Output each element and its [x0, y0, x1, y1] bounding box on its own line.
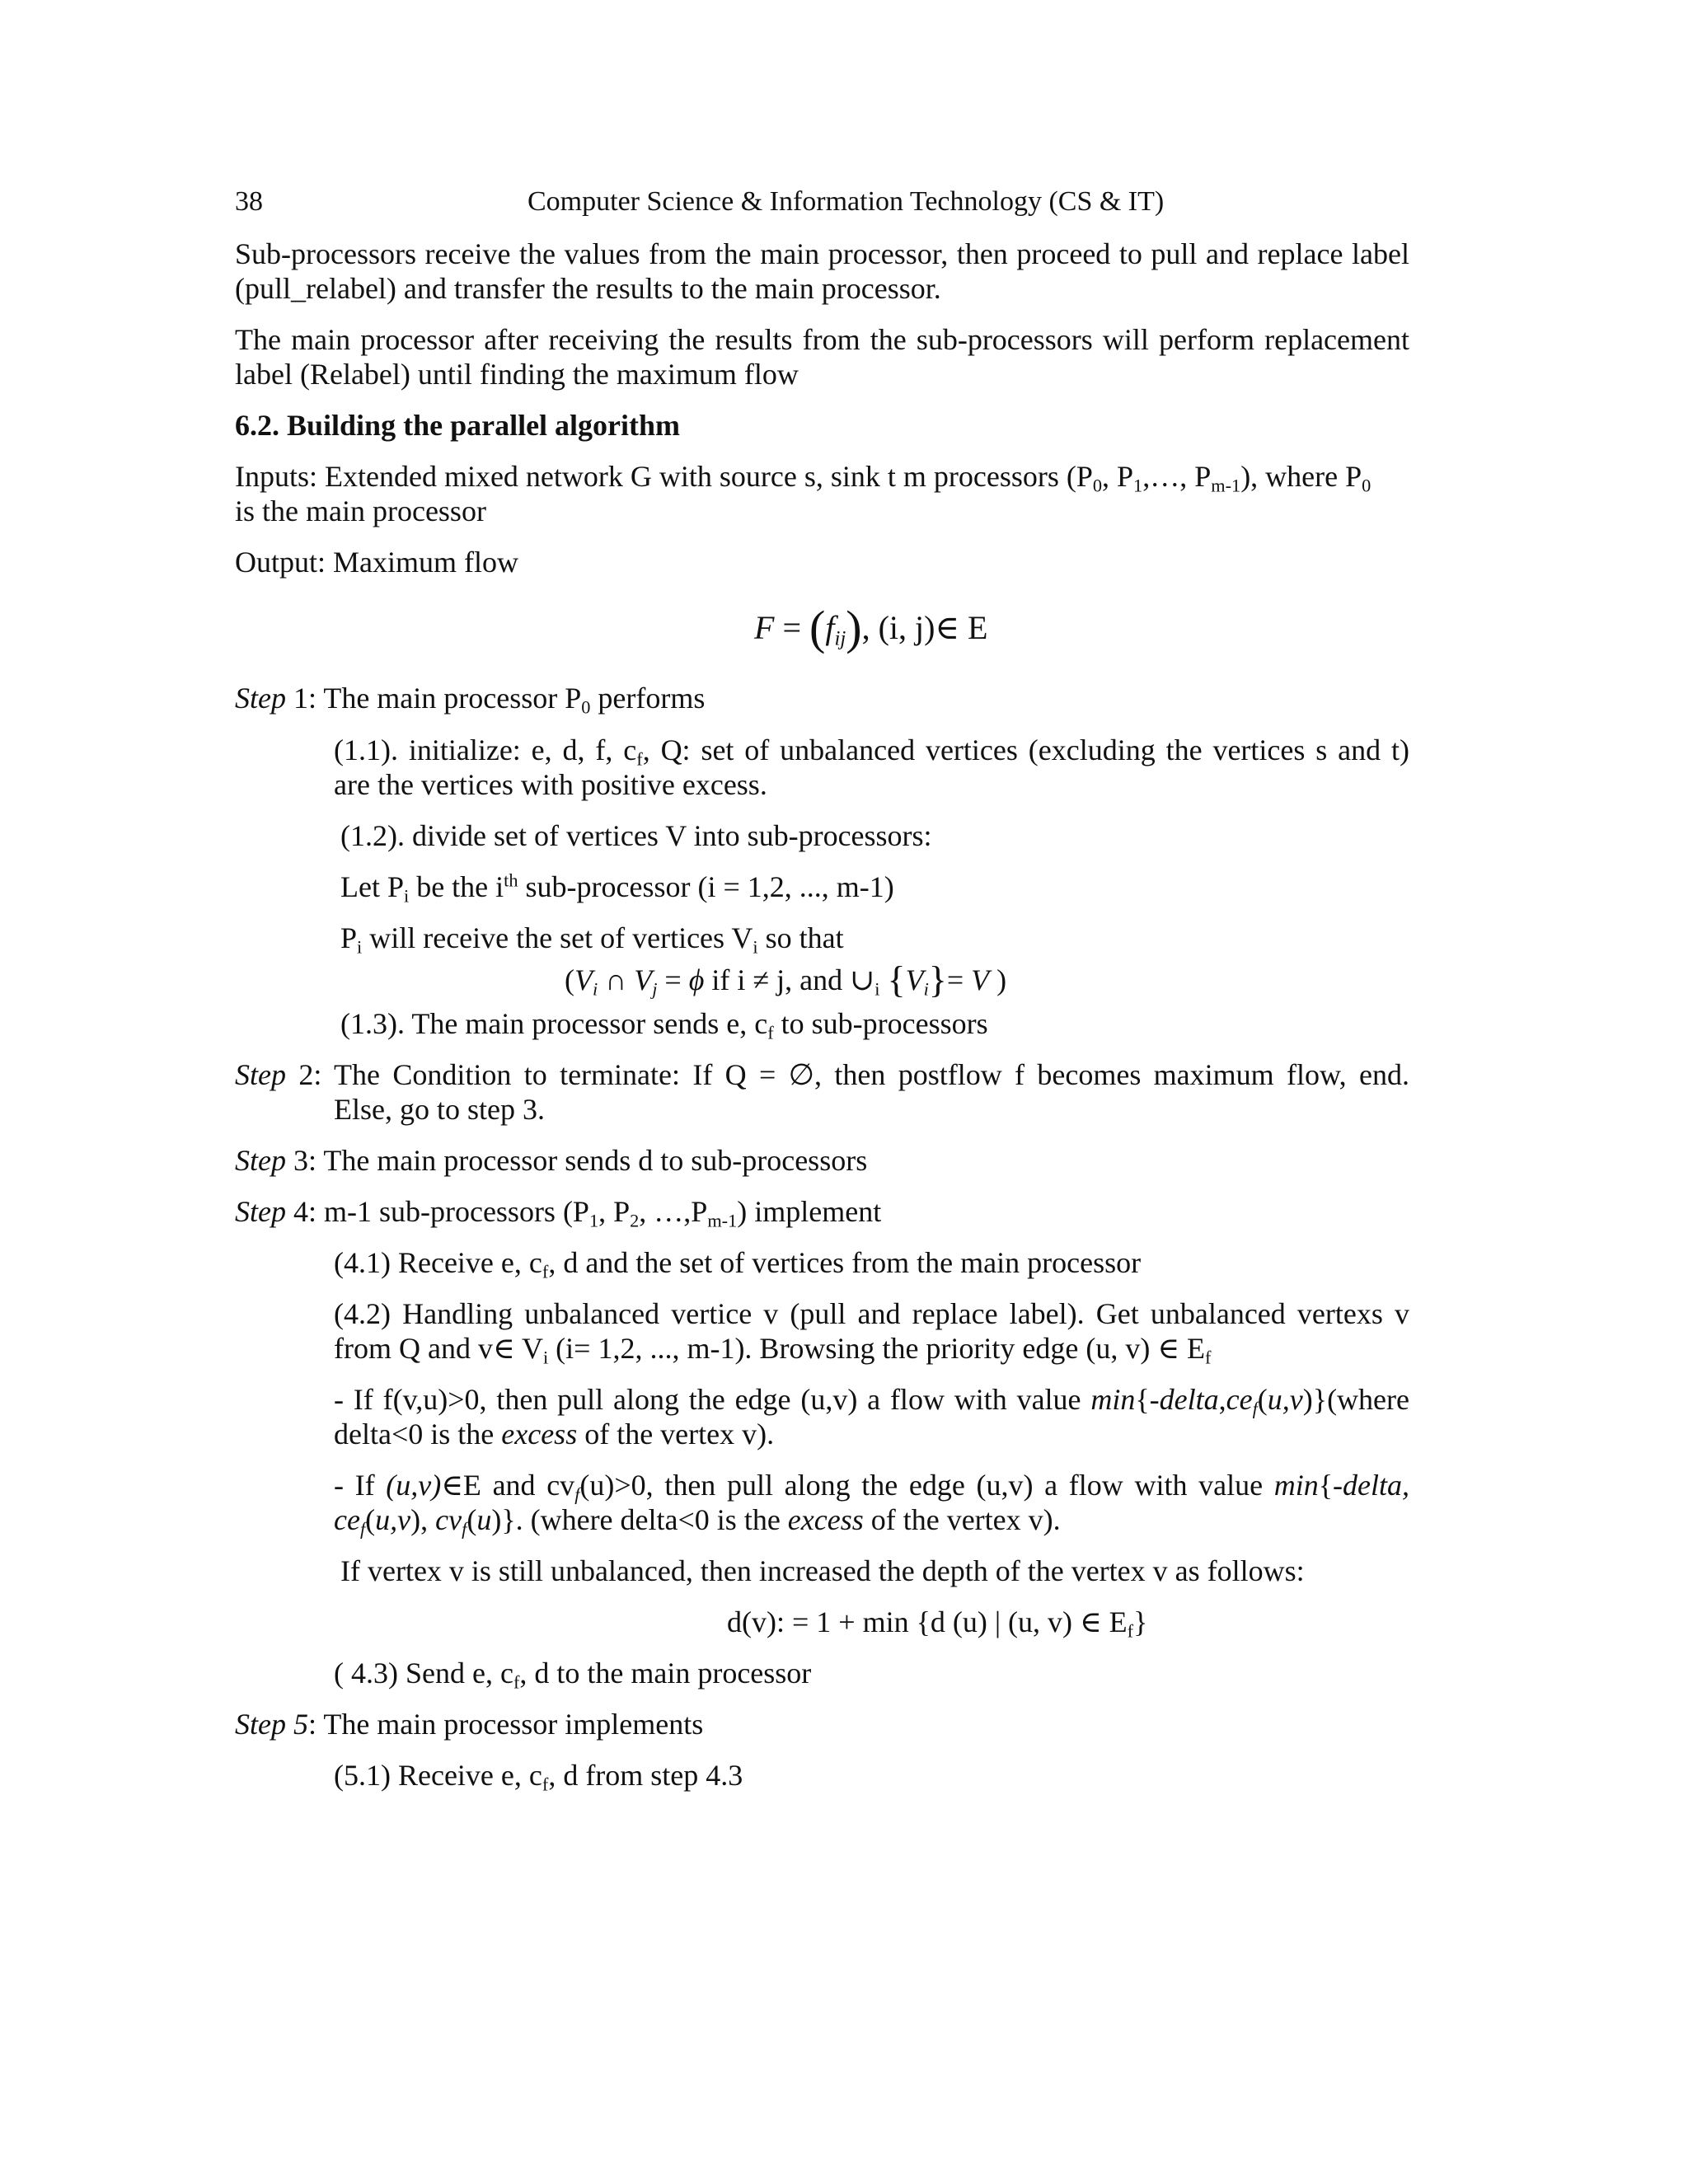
if2-a: - If	[334, 1469, 387, 1502]
s51-b: , d from step 4.3	[548, 1759, 743, 1792]
intro-p1-line2: (pull_relabel) and transfer the results to the main processor.	[235, 272, 941, 305]
let-pi-line: Let $P_i$ be the $i^{th}$ sub-processor (i = 1,2, ..., m-1)	[340, 869, 894, 907]
pi-receive-line: $P_i$ will receive the set of vertices $V_i$ so that	[340, 921, 844, 958]
flow-formula: $F = (f_{ij})$, (i, j)∈ E	[754, 601, 988, 654]
if2-line2: $ce_f(u,v)$, $cv_f(u)$}. (where delta<0 is the excess of the vertex v).	[334, 1503, 1061, 1540]
intro-p2-line1: The main processor after receiving the results from the sub-processors will perform replacement	[235, 323, 1409, 356]
still-unbalanced-line: If vertex v is still unbalanced, then increased the depth of the vertex v as follows:	[340, 1554, 1305, 1587]
s51-a: (5.1) Receive e, c	[334, 1759, 542, 1792]
step5-1-line: (5.1) Receive e, $c_f$, d from step 4.3	[334, 1759, 743, 1795]
step5-line	[235, 1707, 703, 1742]
inputs-line1: Inputs: Extended mixed network G with source s, sink t m processors ($P_0$, $P_1,\dots$, $P_{m-1}$), where $P_0$	[235, 460, 1372, 496]
if2-e: of the vertex v).	[863, 1503, 1061, 1536]
step5-label: Step 5	[235, 1708, 308, 1741]
if1-a: - If f(v,u)>0, then pull along the edge (u,v) a flow with value	[334, 1383, 1091, 1416]
step1-line: Step 1: The main processor $P_0$ performs	[235, 682, 706, 718]
step1-2-line: (1.2). divide set of vertices V into sub-processors:	[340, 819, 932, 852]
if1-line2	[334, 1417, 774, 1452]
inputs-text-a: Inputs: Extended mixed network G with source s, sink t m processors (P	[235, 460, 1093, 493]
let-c: sub-processor (i = 1,2, ..., m-1)	[518, 870, 894, 903]
let-a: Let P	[340, 870, 404, 903]
output-line: Output: Maximum flow	[235, 546, 518, 579]
step4-line: Step 4: m-1 sub-processors ($P_1$, $P_2$, $\dots,P_{m-1}$) implement	[235, 1195, 882, 1231]
depth-a: d(v): = 1 + min {d (u) | (u, v) ∈ E	[727, 1605, 1128, 1638]
step4-text-a: 4: m-1 sub-processors (P	[285, 1195, 589, 1228]
step4-label: Step	[235, 1195, 286, 1228]
step3-line	[235, 1143, 867, 1179]
formula-tail: , (i, j)∈ E	[861, 609, 988, 646]
s41-a: (4.1) Receive e, c	[334, 1246, 542, 1279]
depth-b: }	[1133, 1605, 1148, 1638]
inputs-line2: is the main processor	[235, 494, 486, 527]
inputs-text-b: ), where P	[1240, 460, 1362, 493]
intro-p1-line1: Sub-processors receive the values from the main processor, then proceed to pull and replace label	[235, 237, 1409, 270]
step2-text: 2: The Condition to terminate: If Q = ∅, then postflow f becomes maximum flow, end.	[285, 1058, 1409, 1091]
step1-text: 1: The main processor P	[285, 682, 582, 715]
s42-a: from Q and v∈ V	[334, 1332, 543, 1365]
s11-a: (1.1). initialize: e, d, f, c	[334, 733, 637, 766]
recv-a: P	[340, 921, 358, 954]
s11-b: , Q: set of unbalanced vertices (excluding the vertices s and t)	[642, 733, 1409, 766]
if2-b: ∈E and cv	[441, 1469, 575, 1502]
if1-d: of the vertex v).	[577, 1418, 775, 1451]
page-number: 38	[235, 186, 263, 217]
partition-condition: ($V_i$ ∩ $V_j = \phi$ if i ≠ j, and $\cup_i$ $\{V_i\}= V$ )	[565, 958, 1007, 1001]
step3-text: 3: The main processor sends d to sub-processors	[285, 1144, 868, 1177]
s13-a: (1.3). The main processor sends e, c	[340, 1007, 768, 1040]
step4-3-line: ( 4.3) Send e, $c_f$, d to the main processor	[334, 1657, 812, 1693]
excess-word-1: excess	[501, 1418, 578, 1451]
s43-b: , d to the main processor	[519, 1657, 812, 1690]
depth-formula: d(v): = 1 + min {d (u) | (u, v) ∈ $E_f$}	[727, 1605, 1148, 1642]
s13-b: to sub-processors	[773, 1007, 988, 1040]
if1-line1: - If f(v,u)>0, then pull along the edge (u,v) a flow with value $\min\{-delta,ce_f(u,v)\}(where$	[334, 1383, 1409, 1419]
step3-label: Step	[235, 1144, 286, 1177]
step1-1-line2: are the vertices with positive excess.	[334, 768, 767, 801]
step1-1-line1: (1.1). initialize: e, d, f, $c_f$, Q: set of unbalanced vertices (excluding the vertices s and t)	[334, 733, 1409, 770]
step4-1-line: (4.1) Receive e, $c_f$, d and the set of vertices from the main processor	[334, 1246, 1142, 1282]
step5-text: : The main processor implements	[307, 1708, 704, 1741]
let-b: be the i	[409, 870, 504, 903]
recv-c: so that	[757, 921, 844, 954]
if2-d: }. (where delta<0 is the	[501, 1503, 788, 1536]
step2-label: Step	[235, 1058, 286, 1091]
step1-3-line: (1.3). The main processor sends e, $c_f$ to sub-processors	[340, 1007, 988, 1043]
step4-2-line1: (4.2) Handling unbalanced vertice v (pull and replace label). Get unbalanced vertexs v	[334, 1297, 1409, 1330]
step4-2-line2: from Q and v∈ $V_i$ (i= 1,2, ..., m-1). Browsing the priority edge (u, v) ∈ $E_f$	[334, 1332, 1212, 1368]
section-heading: 6.2. Building the parallel algorithm	[235, 409, 681, 442]
s43-a: ( 4.3) Send e, c	[334, 1657, 513, 1690]
if1-b: (where	[1327, 1383, 1409, 1416]
s42-b: (i= 1,2, ..., m-1). Browsing the priority edge (u, v) ∈ E	[548, 1332, 1205, 1365]
step2-line1	[235, 1057, 1409, 1093]
step1-label: Step	[235, 682, 286, 715]
cond-mid: if i ≠ j, and ∪	[704, 963, 875, 996]
if2-line1: - If (u,v)∈E and $cv_f(u)>0$, then pull along the edge (u,v) a flow with value min{-delta,	[334, 1469, 1409, 1505]
s41-b: , d and the set of vertices from the main processor	[548, 1246, 1142, 1279]
recv-b: will receive the set of vertices V	[362, 921, 753, 954]
if2-c: (u)>0, then pull along the edge (u,v) a flow with value	[579, 1469, 1274, 1502]
if1-c: delta<0 is the	[334, 1418, 502, 1451]
step4-text-b: ) implement	[737, 1195, 882, 1228]
running-title: Computer Science & Information Technology (CS & IT)	[528, 186, 1165, 217]
intro-p2-line2: label (Relabel) until finding the maximum flow	[235, 358, 799, 391]
step2-line2: Else, go to step 3.	[334, 1093, 545, 1126]
step1-tail: performs	[590, 682, 706, 715]
